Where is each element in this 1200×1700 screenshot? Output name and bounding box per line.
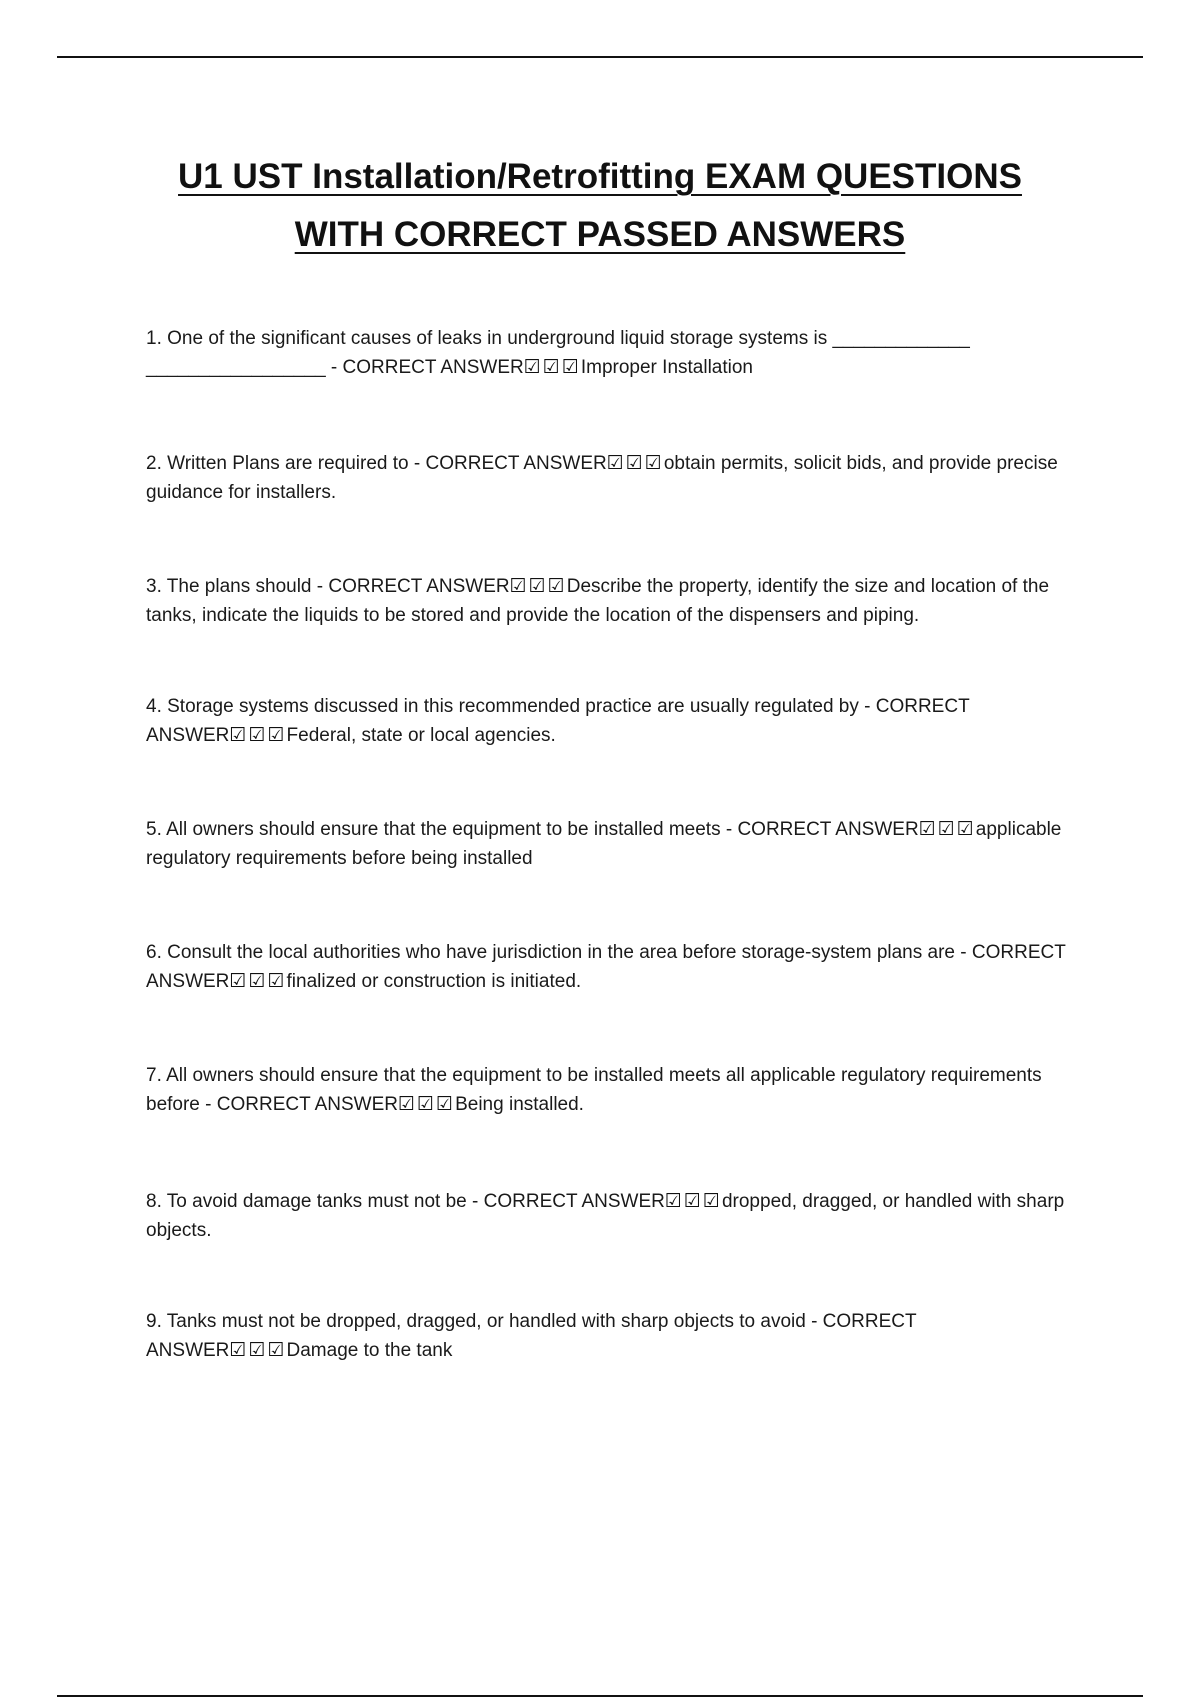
bottom-rule — [57, 1695, 1143, 1697]
question-text: 9. Tanks must not be dropped, dragged, or handled with sharp objects to avoid - CORRECT ANSWER — [146, 1311, 917, 1361]
checkbox-icon: ☑☑☑ — [229, 970, 287, 992]
question-list — [146, 0, 1096, 1700]
question-item — [146, 449, 1096, 507]
question-item — [146, 692, 1096, 750]
checkbox-icon: ☑☑☑ — [397, 1093, 456, 1115]
question-item — [146, 1187, 1096, 1245]
question-item — [146, 815, 1096, 873]
title-line-2: WITH CORRECT PASSED ANSWERS — [294, 215, 906, 254]
answer-text: Improper Installation — [580, 357, 754, 378]
checkbox-icon: ☑☑☑ — [229, 724, 287, 746]
question-text: 5. All owners should ensure that the equipment to be installed meets - CORRECT ANSWER — [146, 819, 919, 840]
answer-text: applicable regulatory requirements before being installed — [146, 819, 1062, 869]
title-line-1: U1 UST Installation/Retrofitting EXAM QUESTIONS — [178, 157, 1022, 196]
question-text: 2. Written Plans are required to - CORRECT ANSWER — [146, 453, 607, 474]
checkbox-icon: ☑☑☑ — [229, 1339, 287, 1361]
checkbox-icon: ☑☑☑ — [509, 575, 567, 597]
question-text: 3. The plans should - CORRECT ANSWER — [146, 576, 510, 597]
answer-text: obtain permits, solicit bids, and provide precise guidance for installers. — [146, 453, 1058, 503]
checkbox-icon: ☑☑☑ — [664, 1190, 722, 1212]
checkbox-icon: ☑☑☑ — [606, 452, 664, 474]
answer-text: finalized or construction is initiated. — [286, 971, 582, 992]
question-text: 6. Consult the local authorities who have jurisdiction in the area before storage-system plans are - CORRECT ANSWER — [146, 942, 1066, 992]
question-text: 7. All owners should ensure that the equipment to be installed meets all applicable regulatory requirements before - CORRECT ANSWER — [146, 1065, 1042, 1115]
question-text: 4. Storage systems discussed in this recommended practice are usually regulated by - CORRECT ANSWER — [146, 696, 970, 746]
question-text: 8. To avoid damage tanks must not be - CORRECT ANSWER — [146, 1191, 665, 1212]
answer-text: dropped, dragged, or handled with sharp objects. — [146, 1191, 1065, 1241]
answer-text: Damage to the tank — [286, 1340, 453, 1361]
checkbox-icon: ☑☑☑ — [918, 818, 976, 840]
question-item — [146, 1061, 1096, 1119]
answer-text: Being installed. — [455, 1094, 584, 1115]
question-item — [146, 572, 1096, 630]
checkbox-icon: ☑☑☑ — [523, 356, 581, 378]
question-item — [146, 938, 1096, 996]
answer-text: Describe the property, identify the size and location of the tanks, indicate the liquids to be stored and provide the location of the dispensers and piping. — [146, 576, 1050, 626]
question-item — [146, 324, 1096, 382]
answer-text: Federal, state or local agencies. — [286, 725, 556, 746]
question-item — [146, 1307, 1096, 1365]
question-text: 1. One of the significant causes of leaks in underground liquid storage systems is _____________ _________________ - CORRECT ANSWER — [146, 328, 970, 378]
